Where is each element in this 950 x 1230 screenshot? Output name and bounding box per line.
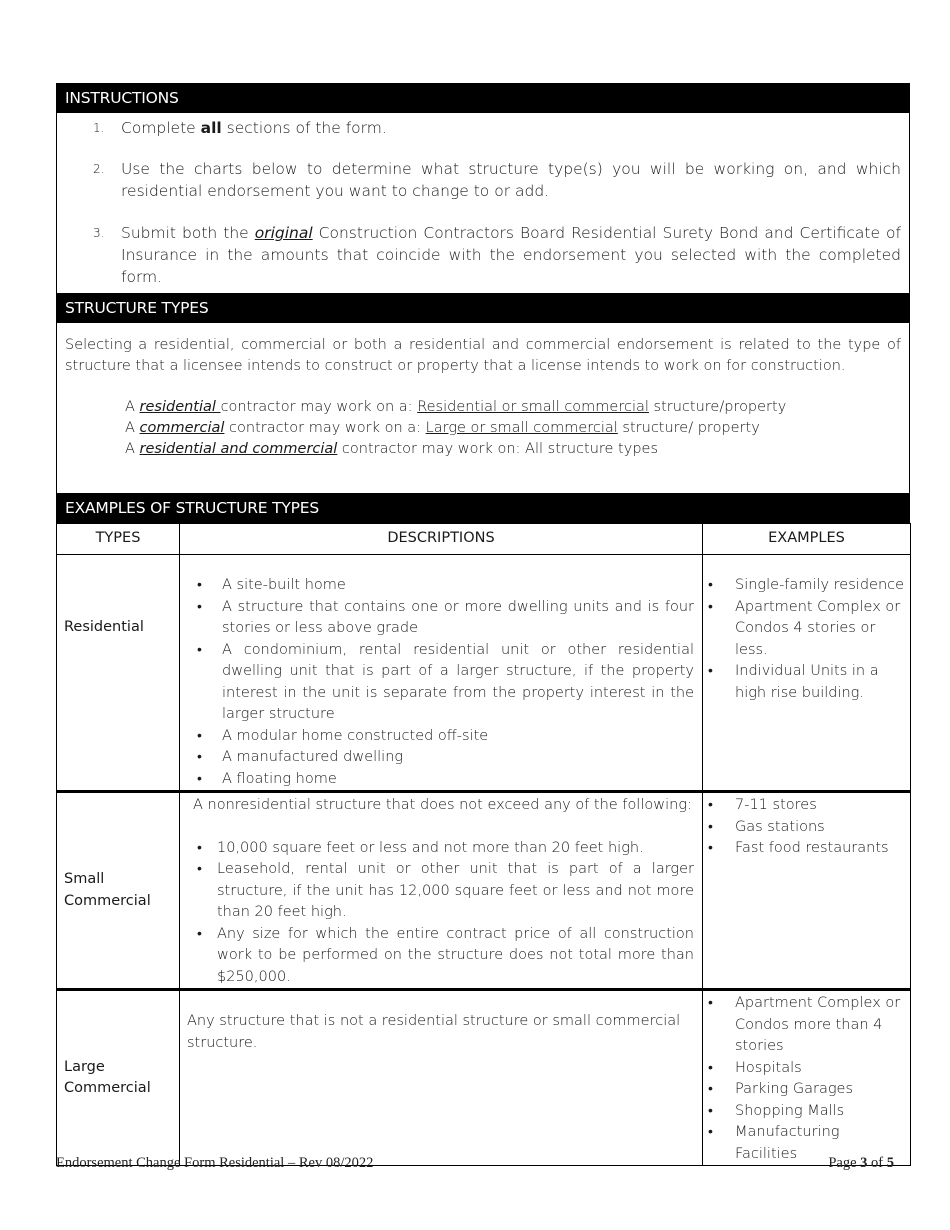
examples-residential [703, 555, 911, 792]
list-item: • A structure that contains one or more dwelling units and is four stories or less above grade [180, 597, 694, 640]
examples-table [56, 523, 911, 1166]
contractor-line-both: A residential and commercial contractor may work on: All structure types [125, 441, 658, 457]
examples-header: EXAMPLES OF STRUCTURE TYPES [56, 493, 910, 523]
type-small-commercial: Small Commercial [57, 792, 180, 990]
type-residential: Residential [57, 555, 180, 792]
table-row-residential [57, 555, 911, 792]
list-item: • Gas stations [703, 817, 906, 839]
form-page [56, 83, 910, 1166]
structure-types-section [56, 323, 910, 493]
table-row-large-commercial [57, 990, 911, 1166]
footer-form-revision: Endorsement Change Form Residential – Rev 08/2022 [56, 1155, 374, 1171]
list-item: • A condominium, rental residential unit or other residential dwelling unit that is part of a larger structure, if the property interest in the unit is separate from the property interest in the larger structure [180, 640, 694, 726]
column-header-types: TYPES [57, 524, 180, 555]
desc-large-commercial: Any structure that is not a residential structure or small commercial structure. [180, 990, 703, 1166]
list-item: • Leasehold, rental unit or other unit that is part of a larger structure, if the unit has 12,000 square feet or less and not more than 20 feet high. [180, 859, 694, 924]
small-commercial-intro: A nonresidential structure that does not exceed any of the following: [193, 797, 692, 813]
list-item: • Apartment Complex or Condos 4 stories or less. [703, 597, 906, 662]
desc-residential [180, 555, 703, 792]
list-item: • Manufacturing Facilities [703, 1122, 906, 1165]
instruction-text: Construction Contractors Board Residential Surety Bond and Certificate of Insurance in the amounts that coincide with the endorsement you selected with the completed form. [121, 224, 901, 286]
contractor-line-residential: A residential contractor may work on a: Residential or small commercial structure/property [125, 399, 787, 415]
type-large-commercial: Large Commercial [57, 990, 180, 1166]
list-item: • Any size for which the entire contract price of all construction work to be performed on the structure does not total more than $250,000. [180, 924, 694, 989]
instructions-section [56, 113, 910, 293]
structure-types-header: STRUCTURE TYPES [56, 293, 910, 323]
instruction-emphasis: original [254, 224, 313, 242]
instruction-text: Complete [121, 119, 201, 137]
table-header-row [57, 524, 911, 555]
instruction-text: Use the charts below to determine what structure type(s) you will be working on, and which residential endorsement you want to change to or add. [121, 160, 901, 200]
examples-small-commercial [703, 792, 911, 990]
list-item: • Hospitals [703, 1058, 906, 1080]
list-item: • Apartment Complex or Condos more than 4 stories [703, 993, 906, 1058]
list-item: • 7-11 stores [703, 795, 906, 817]
desc-small-commercial [180, 792, 703, 990]
column-header-descriptions: DESCRIPTIONS [180, 524, 703, 555]
list-item: • A floating home [180, 769, 694, 791]
instruction-number: 1. [93, 121, 105, 135]
list-item: • 10,000 square feet or less and not more than 20 feet high. [180, 838, 694, 860]
instruction-text: Submit both the [121, 224, 255, 242]
instruction-number: 2. [93, 162, 105, 176]
list-item: • A site-built home [180, 575, 694, 597]
table-row-small-commercial [57, 792, 911, 990]
list-item: • Single-family residence [703, 575, 906, 597]
footer-page-number: Page 3 of 5 [828, 1155, 894, 1171]
list-item: • A manufactured dwelling [180, 747, 694, 769]
structure-types-intro: Selecting a residential, commercial or both a residential and commercial endorsement is related to the type of structure that a licensee intends to construct or property that a license intends to work on for construction. [65, 337, 901, 374]
instruction-number: 3. [93, 226, 105, 240]
list-item: • Individual Units in a high rise building. [703, 661, 906, 704]
list-item: • A modular home constructed off-site [180, 726, 694, 748]
instruction-text: sections of the form. [221, 119, 387, 137]
list-item: • Parking Garages [703, 1079, 906, 1101]
examples-large-commercial [703, 990, 911, 1166]
list-item: • Shopping Malls [703, 1101, 906, 1123]
contractor-line-commercial: A commercial contractor may work on a: Large or small commercial structure/ property [125, 420, 760, 436]
instructions-header: INSTRUCTIONS [56, 83, 910, 113]
column-header-examples: EXAMPLES [703, 524, 911, 555]
residential-desc-list [180, 575, 694, 790]
list-item: • Fast food restaurants [703, 838, 906, 860]
instruction-bold: all [200, 119, 222, 137]
